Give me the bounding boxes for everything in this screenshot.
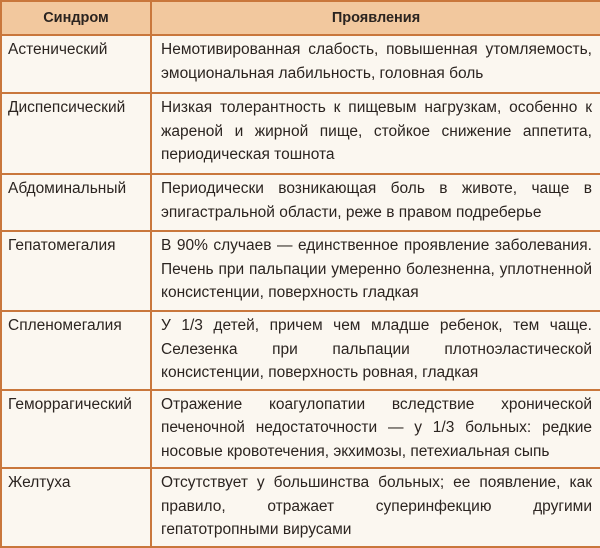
syndrome-manifestations: Немотивированная слабость, повышенная утомляемость, эмоциональная лабильность, головная боль [151,35,600,93]
syndrome-name: Диспепсический [1,93,151,174]
table-row [1,311,600,390]
header-syndrome: Синдром [1,1,151,35]
syndrome-manifestations: Отражение коагулопатии вследствие хронической печеночной недостаточности — у 1/3 больных: редкие носовые кровотечения, экхимозы, петехиальная сыпь [151,390,600,469]
syndrome-manifestations: Низкая толерантность к пищевым нагрузкам, особенно к жареной и жирной пище, стойкое снижение аппетита, периодическая тошнота [151,93,600,174]
header-manifestations: Проявления [151,1,600,35]
syndrome-name: Гепатомегалия [1,231,151,311]
table-row [1,468,600,547]
syndrome-manifestations: Отсутствует у большинства больных; ее появление, как правило, отражает суперинфекцию другими гепатотропными вирусами [151,468,600,547]
table-row [1,390,600,469]
table-row [1,231,600,311]
table-row [1,174,600,231]
syndrome-name: Астенический [1,35,151,93]
syndrome-name: Спленомегалия [1,311,151,390]
syndrome-manifestations: Периодически возникающая боль в животе, чаще в эпигастральной области, реже в правом подреберье [151,174,600,231]
table-row [1,35,600,93]
syndrome-name: Геморрагический [1,390,151,469]
syndrome-manifestations: У 1/3 детей, причем чем младше ребенок, тем чаще. Селезенка при пальпации плотноэластической консистенции, поверхность ровная, гладкая [151,311,600,390]
syndrome-manifestations: В 90% случаев — единственное проявление заболевания. Печень при пальпации умеренно болезненна, уплотненной консистенции, поверхность гладкая [151,231,600,311]
syndrome-name: Желтуха [1,468,151,547]
table-row [1,93,600,174]
syndrome-name: Абдоминальный [1,174,151,231]
header-row [1,1,600,35]
